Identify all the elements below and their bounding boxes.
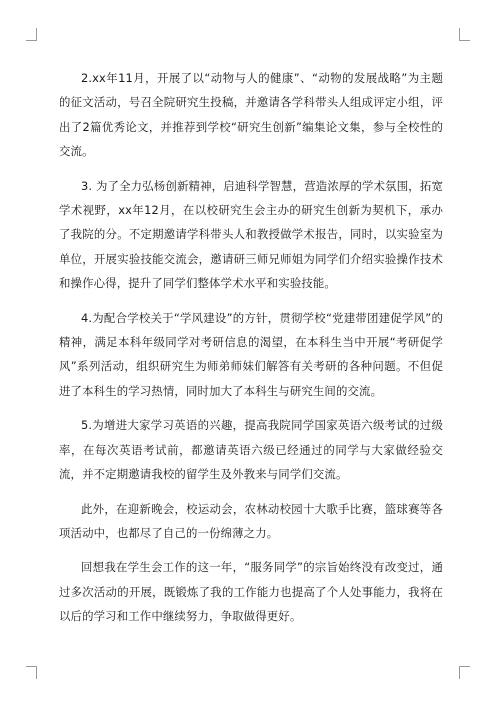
crop-mark-bottom-right — [459, 666, 470, 679]
paragraph-english-exchange: 5.为增进大家学习英语的兴趣，提高我院同学国家英语六级考试的过级率，在每次英语考试前，都邀请英语六级已经通过的同学与大家做经验交流，并不定期邀请我校的留学生及外教来与同学们交流。 — [59, 418, 443, 482]
paragraph-study-style: 4.为配合学校关于“学风建设”的方针，贯彻学校“党建带团建促学风”的精神，满足本科年级同学对考研信息的渴望，在本科生当中开展“考研促学风”系列活动，组织研究生为师弟师妹们解答有关考研的各种问题。不但促进了本科生的学习热情，同时加大了本科生与研究生间的交流。 — [59, 310, 443, 398]
crop-mark-top-left — [26, 28, 37, 41]
crop-mark-bottom-left — [26, 666, 37, 679]
paragraph-campus-activities: 此外，在迎新晚会，校运动会，农林动校园十大歌手比赛，篮球赛等各项活动中，也都尽了自己的一份绵薄之力。 — [59, 501, 443, 540]
paragraph-conclusion: 回想我在学生会工作的这一年，“服务同学”的宗旨始终没有改变过，通过多次活动的开展，既锻炼了我的工作能力也提高了个人处事能力，我将在以后的学习和工作中继续努力，争取做得更好。 — [59, 560, 443, 624]
crop-mark-top-right — [459, 28, 470, 41]
document-body — [59, 66, 443, 639]
paragraph-academic-innovation: 3. 为了全力弘杨创新精神，启迪科学智慧，营造浓厚的学术氛围，拓宽学术视野，xx年12月，在以校研究生会主办的研究生创新为契机下，承办了我院的分。不定期邀请学科带头人和教授做学术报告，同时，以实验室为单位，开展实验技能交流会，邀请研三师兄师姐为同学们介绍实验操作技术和操作心得，提升了同学们整体学术水平和实验技能。 — [59, 178, 443, 291]
paragraph-essay-contest: 2.xx年11月，开展了以“动物与人的健康”、“动物的发展战略”为主题的征文活动，号召全院研究生投稿，并邀请各学科带头人组成评定小组，评出了2篇优秀论文，并推荐到学校“研究生创新”编集论文集，参与全校性的交流。 — [59, 71, 443, 159]
